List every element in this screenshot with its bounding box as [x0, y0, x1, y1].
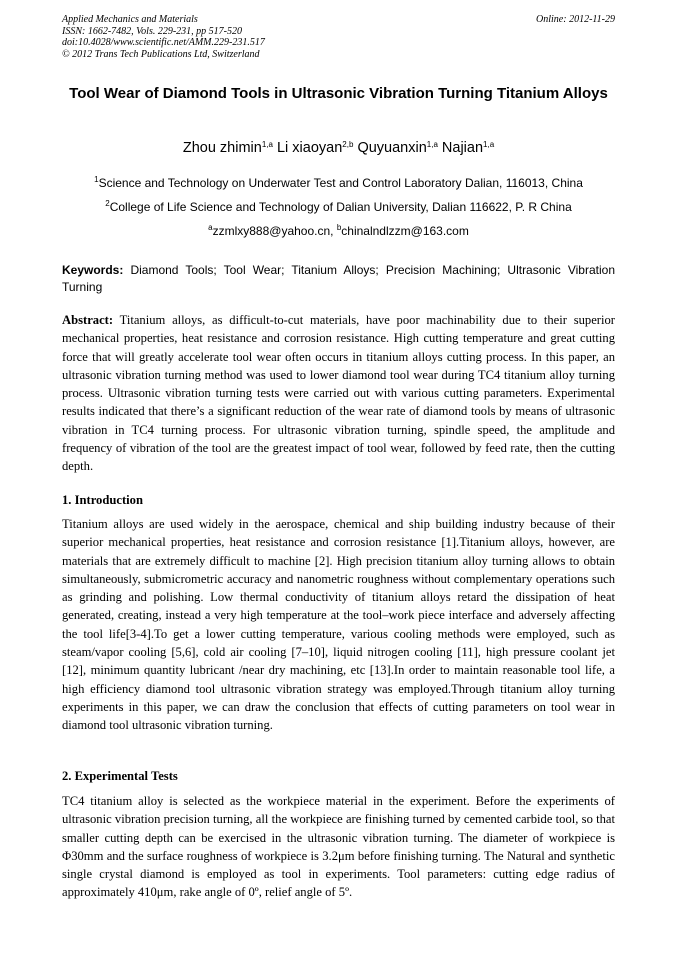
affiliation-text: College of Life Science and Technology of Dalian University, Dalian 116622, P. R China	[109, 200, 572, 214]
keywords-text: Diamond Tools; Tool Wear; Titanium Alloys; Precision Machining; Ultrasonic Vibration Turning	[62, 263, 615, 294]
section-heading: 1. Introduction	[62, 493, 143, 507]
email-sup: b	[336, 223, 342, 232]
keywords	[62, 262, 615, 296]
paper-title: Tool Wear of Diamond Tools in Ultrasonic Vibration Turning Titanium Alloys	[69, 85, 608, 102]
author-sup: 1,a	[483, 140, 495, 149]
section-body: TC4 titanium alloy is selected as the workpiece material in the experiment. Before the experiments of ultrasonic vibration precision turning, all the workpiece are finishing turned by cemented carbide tool, so that smaller cutting depth can be exercised in the ultrasonic vibration turning. The diameter of workpiece is Φ30mm and the surface roughness of workpiece is 3.2μm before finishing turning. The Natural and synthetic single crystal diamond is employed as tool in experiments. Tool parameters: cutting edge radius of approximately 410μm, rake angle of 0º, relief angle of 5º.	[62, 794, 615, 900]
affiliation-sup: 1	[94, 175, 99, 184]
author-name: Quyuanxin	[357, 140, 427, 156]
author-sup: 1,a	[426, 140, 438, 149]
section-body: Titanium alloys are used widely in the aerospace, chemical and ship building industry because of their superior mechanical properties, heat resistance and corrosion resistance [1].Titanium alloys, however, are materials that are extremely difficult to machine [2]. High precision titanium alloy turning allows to obtain simultaneously, submicrometric accuracy and nanometric roughness without complementary operations such as grinding and polishing. Low thermal conductivity of titanium alloys retard the dissipation of heat generated, creating, instead a very high temperature at the tool–work piece interface and adversely affecting the tool life[3-4].To get a lower cutting temperature, various cooling methods were employed, such as steam/vapor cooling [5,6], cold air cooling [7–10], liquid nitrogen cooling [11], high pressure coolant jet [12], minimum quantity lubricant /near dry machining, etc [13].In order to maintain reasonable tool life, a high efficiency diamond tool ultrasonic vibration strategy was employed.Through titanium alloy turning experiments in this paper, we can draw the conclusion that effects of cutting parameters on tool wear in diamond tool ultrasonic vibration turning.	[62, 517, 615, 733]
abstract	[62, 311, 615, 476]
affiliation-text: Science and Technology on Underwater Test and Control Laboratory Dalian, 116013, China	[98, 176, 583, 190]
abstract-text: Titanium alloys, as difficult-to-cut materials, have poor machinability due to their superior mechanical properties, heat resistance and corrosion resistance. High cutting temperature and great cutting force that will greatly accelerate tool wear often occurs in titanium alloys cutting process. In this paper, an ultrasonic vibration turning method was used to lower diamond tool wear during TC4 titanium alloy turning process. Ultrasonic vibration turning tests were carried out with various cutting parameters. Experimental results indicated that there’s a significant reduction of the wear rate of diamond tools by means of ultrasonic vibration in TC4 turning process. For ultrasonic vibration turning, spindle speed, the amplitude and frequency of vibration of the tool are the greatest impact of tool wear, followed by feed rate, then the cutting depth.	[62, 313, 615, 474]
email-line	[62, 224, 615, 238]
online-date: Online: 2012-11-29	[536, 14, 615, 25]
copyright-line: © 2012 Trans Tech Publications Ltd, Switzerland	[62, 48, 260, 60]
author-name: Li xiaoyan	[276, 140, 343, 156]
email-sup: a	[208, 223, 213, 232]
affiliation-2	[62, 200, 615, 214]
author-name: Zhou zhimin	[182, 140, 262, 156]
abstract-label: Abstract:	[62, 313, 114, 327]
journal-header	[62, 14, 265, 60]
author-list	[62, 139, 615, 157]
affiliation-sup: 2	[105, 199, 110, 208]
doi-line: doi:10.4028/www.scientific.net/AMM.229-231.517	[62, 37, 265, 48]
section-heading: 2. Experimental Tests	[62, 769, 178, 783]
issn-line: ISSN: 1662-7482, Vols. 229-231, pp 517-520	[62, 25, 242, 37]
email-address: zzmlxy888@yahoo.cn,	[212, 224, 337, 238]
affiliation-1	[62, 176, 615, 190]
keywords-label: Keywords:	[62, 263, 124, 277]
journal-name: Applied Mechanics and Materials	[62, 14, 198, 25]
author-sup: 1,a	[261, 140, 273, 149]
author-sup: 2,b	[342, 140, 354, 149]
email-address: chinalndlzzm@163.com	[341, 224, 469, 238]
author-name: Najian	[441, 140, 484, 156]
